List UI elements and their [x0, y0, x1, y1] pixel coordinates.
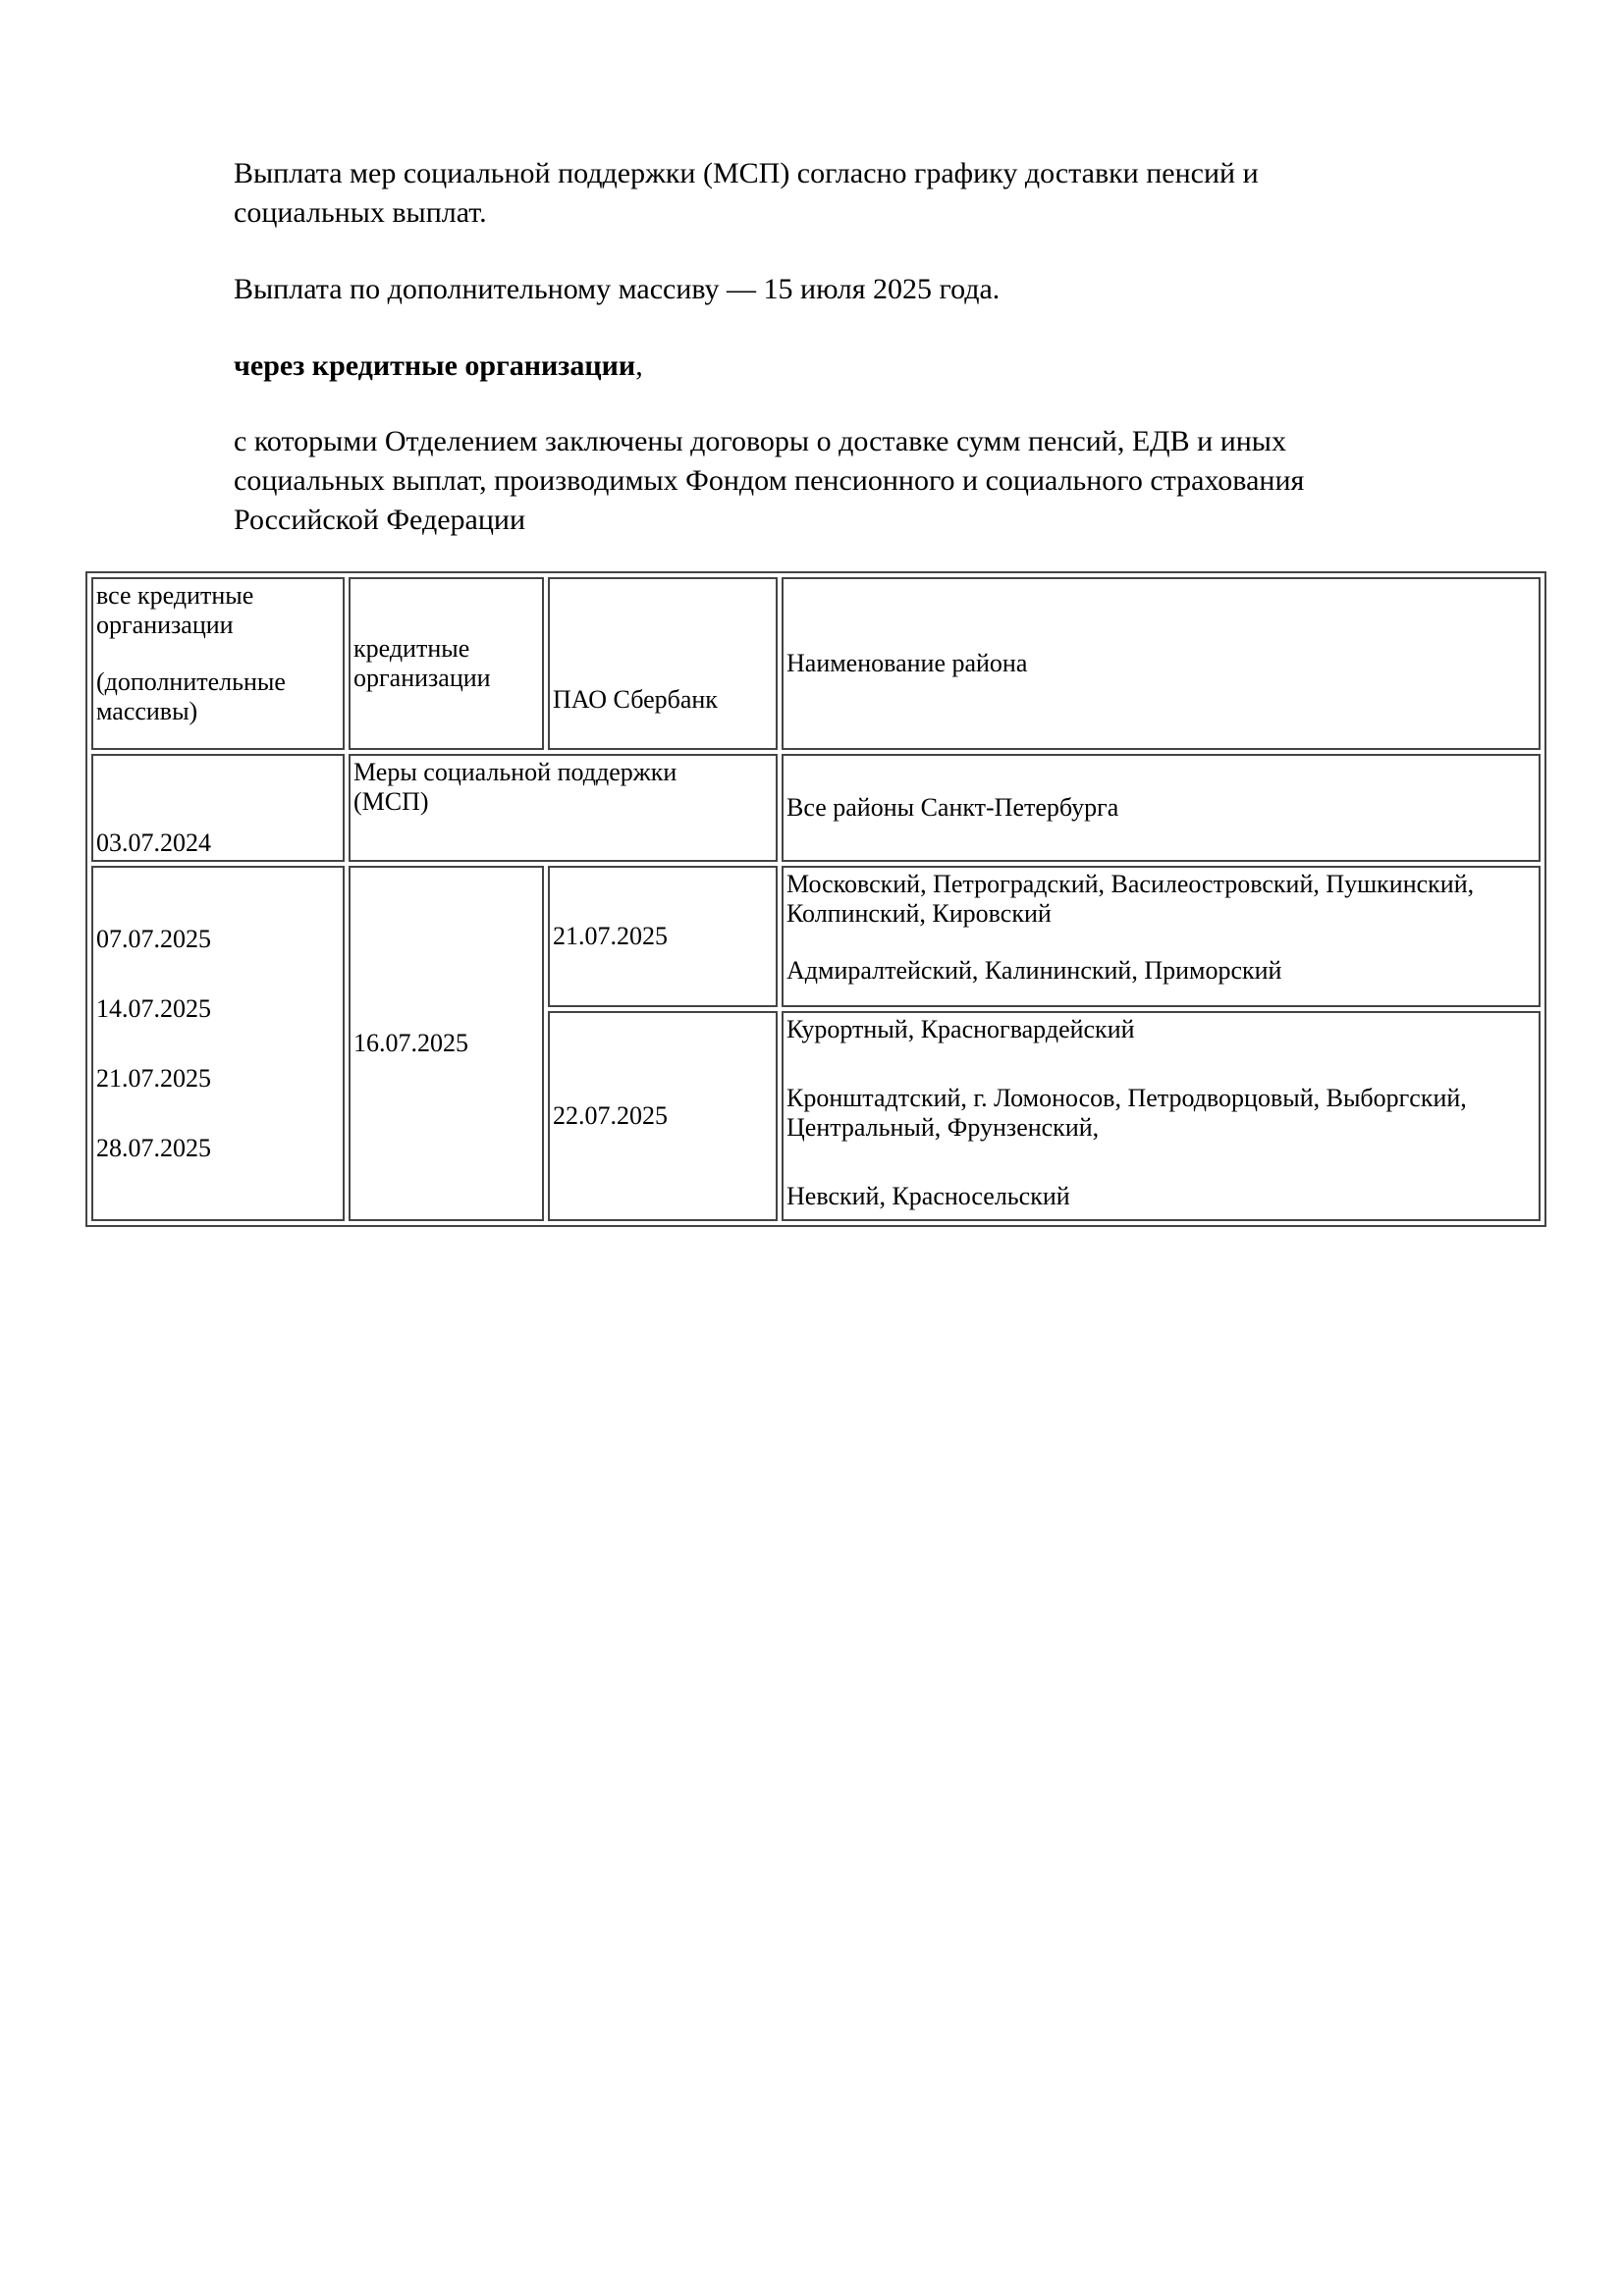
- table-row: [91, 754, 1541, 862]
- row2-date: 14.07.2025: [96, 994, 211, 1023]
- payment-schedule-table: [85, 571, 1546, 1227]
- row1-districts: Все районы Санкт-Петербурга: [786, 793, 1119, 822]
- row1-measures-text: Меры социальной поддержки: [353, 758, 677, 786]
- row2-date: 28.07.2025: [96, 1134, 211, 1162]
- row1-districts-cell: [782, 754, 1541, 862]
- row2-credit-date-cell: [349, 866, 544, 1221]
- group-b-districts-cell: [782, 1011, 1541, 1221]
- group-b-sber-date-cell: [548, 1011, 778, 1221]
- header-cell-text: кредитные: [353, 634, 470, 663]
- district-list-line: Невский, Красносельский: [786, 1182, 1070, 1210]
- header-sberbank: [548, 577, 778, 750]
- header-cell-text: (дополнительные: [96, 667, 286, 696]
- intro-paragraph: [234, 154, 1461, 233]
- group-a-sber-date-cell: [548, 866, 778, 1007]
- spacer: [96, 640, 340, 667]
- district-list-line: Московский, Петроградский, Василеостровский, Пушкинский,: [786, 870, 1475, 898]
- row2-date: 21.07.2025: [96, 1064, 211, 1093]
- table-row: [91, 866, 1541, 1007]
- header-cell-text: все кредитные: [96, 581, 254, 610]
- group-a-districts-cell: [782, 866, 1541, 1007]
- row1-measures-text: (МСП): [353, 787, 429, 816]
- intro-line-1: Выплата мер социальной поддержки (МСП) согласно графику доставки пенсий и: [234, 157, 1259, 189]
- row1-date: 03.07.2024: [96, 828, 211, 857]
- contracts-line-1: с которыми Отделением заключены договоры о доставке сумм пенсий, ЕДВ и иных: [234, 425, 1286, 457]
- table-header-row: [91, 577, 1541, 750]
- row1-date-cell: [91, 754, 345, 862]
- header-cell-text: ПАО Сбербанк: [553, 685, 718, 714]
- district-list-line: Курортный, Красногвардейский: [786, 1015, 1135, 1043]
- district-list-line: Кронштадтский, г. Ломоносов, Петродворцовый, Выборгский,: [786, 1084, 1467, 1112]
- contracts-paragraph: [234, 422, 1461, 540]
- district-list-line: Адмиралтейский, Калининский, Приморский: [786, 956, 1282, 985]
- header-cell-text: массивы): [96, 697, 198, 725]
- row2-dates-cell: [91, 866, 345, 1221]
- header-all-credit-orgs: [91, 577, 345, 750]
- via-credit-orgs-bold: через кредитные организации: [234, 349, 636, 382]
- district-list-line: Колпинский, Кировский: [786, 899, 1052, 928]
- group-a-sber-date: 21.07.2025: [553, 922, 668, 950]
- additional-payment-text: Выплата по дополнительному массиву — 15 июля 2025 года.: [234, 273, 1001, 305]
- row1-measures-cell: [349, 754, 778, 862]
- header-district-name: [782, 577, 1541, 750]
- spacer: [786, 1044, 1536, 1084]
- row2-date: 07.07.2025: [96, 925, 211, 953]
- via-credit-orgs-text: [234, 347, 1461, 386]
- header-cell-text: организации: [353, 664, 491, 692]
- spacer: [786, 929, 1536, 956]
- header-credit-orgs: [349, 577, 544, 750]
- via-credit-orgs-tail: ,: [635, 349, 643, 382]
- contracts-line-3: Российской Федерации: [234, 504, 526, 536]
- spacer: [786, 1143, 1536, 1182]
- group-b-sber-date: 22.07.2025: [553, 1101, 668, 1130]
- intro-line-2: социальных выплат.: [234, 196, 487, 229]
- header-cell-text: Наименование района: [786, 649, 1028, 677]
- row2-credit-date: 16.07.2025: [353, 1029, 468, 1057]
- district-list-line: Центральный, Фрунзенский,: [786, 1113, 1100, 1142]
- header-cell-text: организации: [96, 611, 234, 639]
- contracts-line-2: социальных выплат, производимых Фондом пенсионного и социального страхования: [234, 464, 1305, 497]
